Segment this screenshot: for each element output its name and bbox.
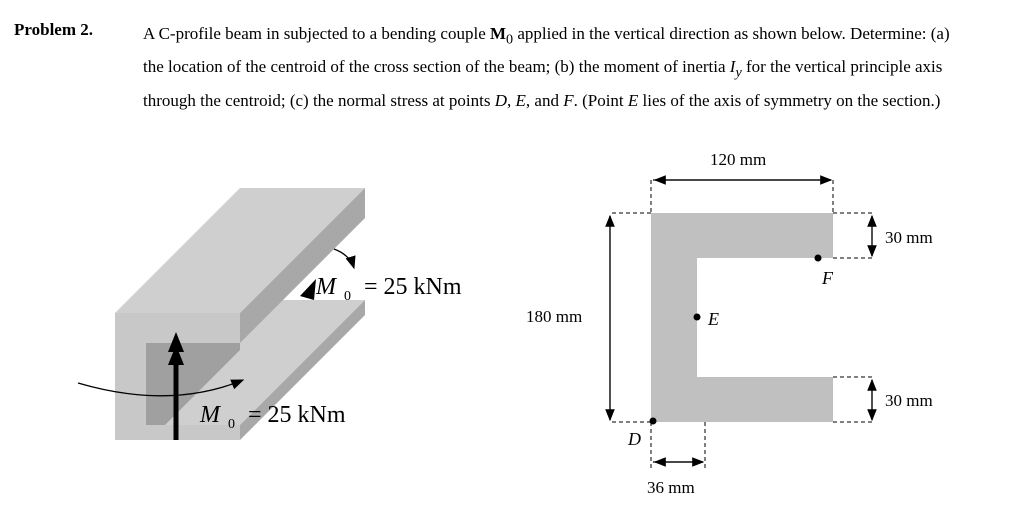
moment-label-bottom: M [200,402,220,428]
svg-text:= 25 kNm: = 25 kNm [248,402,346,428]
dim-web: 36 mm [647,478,695,497]
svg-text:0: 0 [344,289,351,304]
problem-label: Problem 2. [14,20,94,39]
svg-text:= 25 kNm: = 25 kNm [364,274,462,300]
moment-label-top: M [316,274,336,300]
problem-statement: A C-profile beam in subjected to a bending couple $M_0$ applied in the vertical direction as shown below. Determine: (a) the location of the centroid of the cross section of the beam; (b) the moment of inertia $I_y$ for the vertical principle axis through the centroid; (c) the normal stress at points D, E, and F. (Point E lies of the axis of symmetry on the section.) [143,24,950,110]
point-e-label: E [708,309,719,329]
dim-flange-bottom: 30 mm [885,391,933,410]
point-f-label: F [822,268,833,288]
dim-flange-top: 30 mm [885,228,933,247]
cross-section [526,150,933,497]
dim-height: 180 mm [526,307,583,326]
dim-width: 120 mm [710,150,767,169]
svg-text:0: 0 [228,417,235,432]
beam-3d [78,188,462,440]
point-d-label: D [628,429,641,449]
